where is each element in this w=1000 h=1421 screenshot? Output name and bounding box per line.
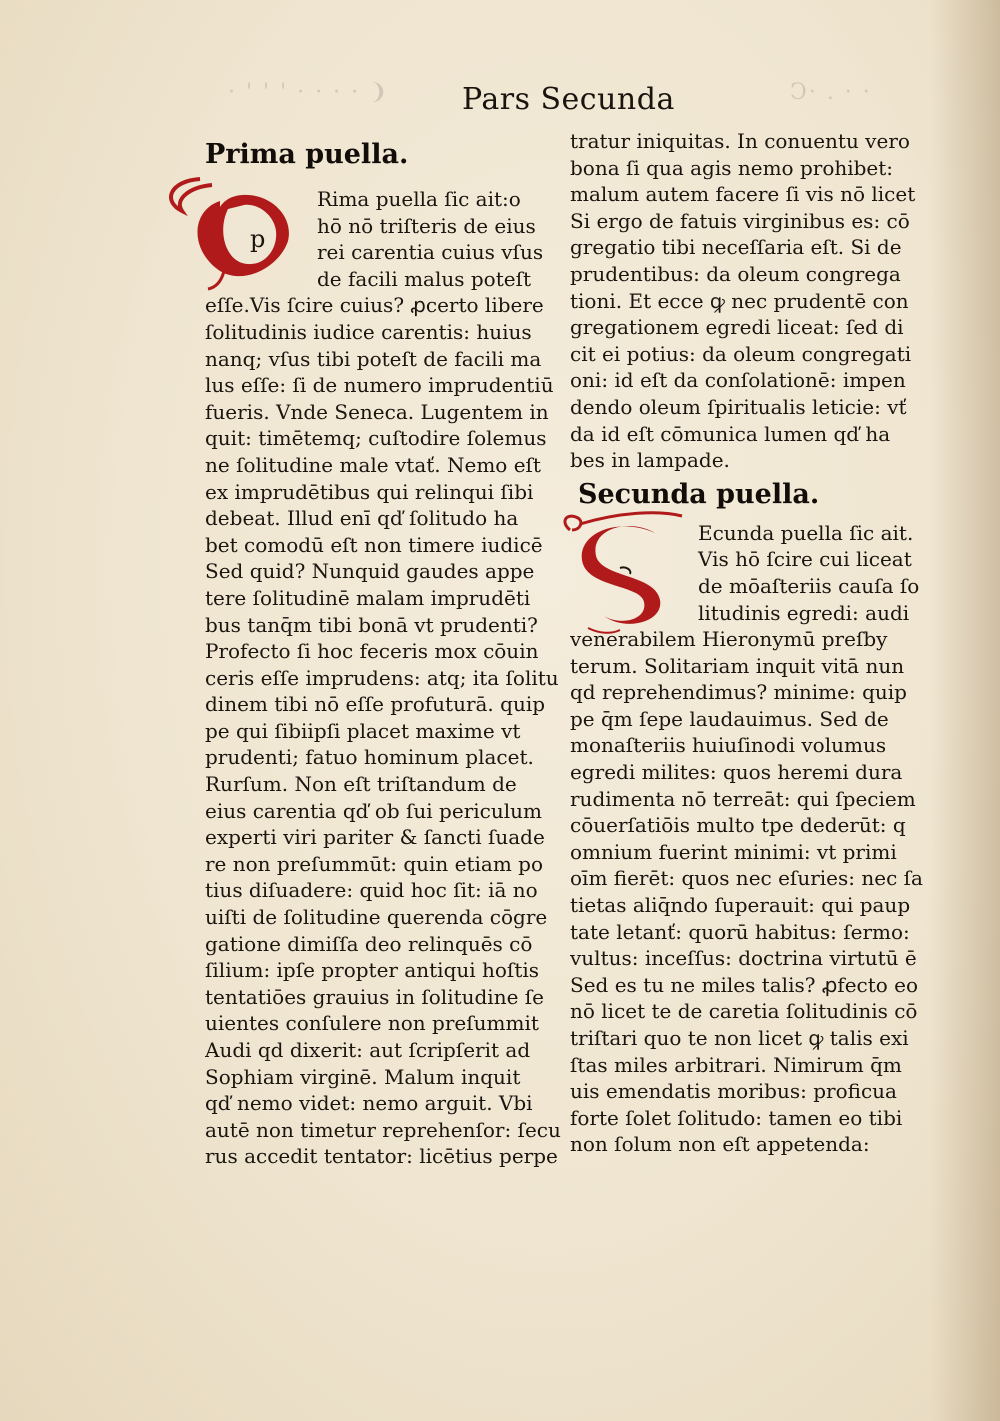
text-line: gregatio tibi neceſſaria eſt. Si de [570, 235, 902, 260]
text-line: oni: id eſt da conſolationē: impen [570, 368, 906, 393]
text-line: ſilium: ipſe propter antiqui hoſtis [205, 958, 540, 983]
text-line: tere ſolitudinē malam imprudēti [205, 585, 531, 610]
text-line: tentatiōes grauius in ſolitudine ſe [205, 984, 545, 1009]
running-head: Pars Secunda [462, 82, 675, 117]
left-text-block [205, 186, 565, 1170]
text-line: eius carentia qď ob ſui periculum [205, 798, 542, 823]
text-line: egredi milites: quos heremi dura [570, 760, 903, 785]
section-heading-prima: Prima puella. [205, 139, 409, 170]
text-line: autē non timetur reprehenſor: ſecu [205, 1117, 561, 1142]
text-line: rus accedit tentator: licētius perpe [205, 1144, 558, 1169]
right-column [570, 128, 930, 1158]
text-line: pe qui ſibiipſi placet maxime vt [205, 718, 521, 743]
text-line: tioni. Et ecce ꝙ nec prudentē con [570, 288, 909, 313]
text-line: Profecto ſi hoc feceris mox cōuin [205, 639, 539, 664]
initial-p-inner-letter: p [250, 225, 266, 253]
initial-s-flourish-icon [560, 508, 700, 638]
text-line: fueris. Vnde Seneca. Lugentem in [205, 399, 549, 424]
text-line: qd reprehendimus? minime: quip [570, 680, 907, 705]
text-line: bet comodū eſt non timere iudicē [205, 532, 543, 557]
text-line: rei carentia cuius vſus [317, 240, 544, 265]
text-line: uis emendatis moribus: proficua [570, 1079, 897, 1104]
text-line: ſolitudinis iudice carentis: huius [205, 319, 532, 344]
text-line: vultus: inceſſus: doctrina virtutū ē [570, 946, 917, 971]
decorated-initial-p [160, 171, 320, 291]
text-line: ſtas miles arbitrari. Nimirum q̄m [570, 1052, 902, 1077]
bleed-through-text-right: Ͻ· . · · [790, 80, 872, 105]
text-line: bes in lampade. [570, 448, 730, 473]
right-text-block-top [570, 128, 930, 474]
text-line: dinem tibi nō eſſe profuturā. quip [205, 692, 546, 717]
text-line: Audi qd dixerit: aut ſcripſerit ad [205, 1038, 531, 1062]
text-line: ceris eſſe imprudens: atq; ita ſolitu [205, 665, 559, 690]
text-line: gregationem egredi liceat: ſed di [570, 315, 904, 340]
text-line: re non preſummūt: quin etiam po [205, 851, 544, 876]
text-line: uiſti de ſolitudine querenda cōgre [205, 905, 548, 930]
text-line: debeat. Illud enī qď ſolitudo ha [205, 506, 519, 531]
text-line: venerabilem Hieronymū preſby [570, 627, 888, 652]
text-line: oīm fierēt: quos nec eſuries: nec ſa [570, 866, 923, 891]
text-line: prudenti; fatuo hominum placet. [205, 745, 534, 770]
text-line: omnium fuerint minimi: vt primi [570, 839, 897, 864]
text-line: qď nemo videt: nemo arguit. Vbi [205, 1091, 533, 1116]
text-line: Rurſum. Non eſt triſtandum de [205, 772, 517, 797]
text-line: ne ſolitudine male vtať. Nemo eſt [205, 452, 541, 477]
text-line: terum. Solitariam inquit vitā nun [570, 653, 905, 678]
text-line: litudinis egredi: audi [698, 600, 910, 625]
text-line: triſtari quo te non licet ꝙ talis exi [570, 1026, 909, 1050]
bleed-through-text-left: · ' ' ' · · · · ❩ [228, 80, 390, 105]
text-line: eſſe.Vis ſcire cuius? ꝓcerto libere [205, 293, 544, 318]
text-line: ex imprudētibus qui relinqui ſibi [205, 479, 534, 504]
text-line: tratur iniquitas. In conuentu vero [570, 129, 910, 153]
text-line: bona ſi qua agis nemo prohibet: [570, 155, 894, 180]
text-line: Vis hō ſcire cui liceat [698, 547, 912, 572]
left-column [205, 125, 565, 1170]
text-line: nō licet te de caretia ſolitudinis cō [570, 999, 918, 1024]
text-line: lus eſſe: ſi de numero imprudentiū [205, 373, 554, 398]
text-line: dendo oleum ſpiritualis leticie: vť [570, 394, 907, 419]
text-line: tius diſuadere: quid hoc ſit: iā no [205, 878, 538, 903]
text-line: experti viri pariter & ſancti ſuade [205, 825, 545, 850]
text-line: rudimenta nō terreāt: qui ſpeciem [570, 786, 916, 811]
text-line: de facili malus poteſt [317, 266, 532, 291]
text-line: uientes conſulere non preſummit [205, 1011, 539, 1036]
text-line: cit ei potius: da oleum congregati [570, 341, 912, 366]
text-line: monaſteriis huiuſinodi volumus [570, 733, 887, 758]
text-line: Sed quid? Nunquid gaudes appe [205, 559, 535, 584]
text-line: prudentibus: da oleum congrega [570, 261, 901, 286]
section-heading-secunda: Secunda puella. [578, 478, 820, 510]
text-line: tate letanť: quorū habitus: ſermo: [570, 919, 910, 944]
text-line: hō nō triſteris de eius [317, 213, 536, 238]
text-line: forte ſolet ſolitudo: tamen eo tibi [570, 1105, 903, 1130]
text-line: de mōaſteriis cauſa ſo [698, 573, 920, 598]
text-line: non ſolum non eſt appetenda: [570, 1132, 870, 1157]
text-line: Sophiam virginē. Malum inquit [205, 1064, 521, 1089]
text-line: quit: timētemq; cuſtodire ſolemus [205, 426, 547, 451]
text-line: Rima puella ſic ait:o [317, 187, 521, 211]
text-line: da id eſt cōmunica lumen qď ha [570, 421, 891, 446]
text-line: nanq; vſus tibi poteſt de facili ma [205, 346, 542, 371]
text-line: Si ergo de fatuis virginibus es: cō [570, 208, 910, 233]
decorated-initial-s [560, 508, 700, 638]
text-line: pe q̄m ſepe laudauimus. Sed de [570, 706, 889, 731]
text-line: gatione dimiſſa deo relinquēs cō [205, 931, 533, 956]
text-line: Sed es tu ne miles talis? ꝓfecto eo [570, 972, 919, 997]
initial-p-flourish-icon [160, 171, 320, 291]
text-line: tietas aliq̄ndo ſuperauit: qui paup [570, 893, 911, 918]
text-line: cōuerſatiōis multo tpe dederūt: q [570, 813, 906, 838]
text-line: Ecunda puella ſic ait. [698, 520, 914, 545]
text-line: malum autem facere ſi vis nō licet [570, 182, 916, 207]
text-line: bus tanq̄m tibi bonā vt prudenti? [205, 612, 538, 637]
